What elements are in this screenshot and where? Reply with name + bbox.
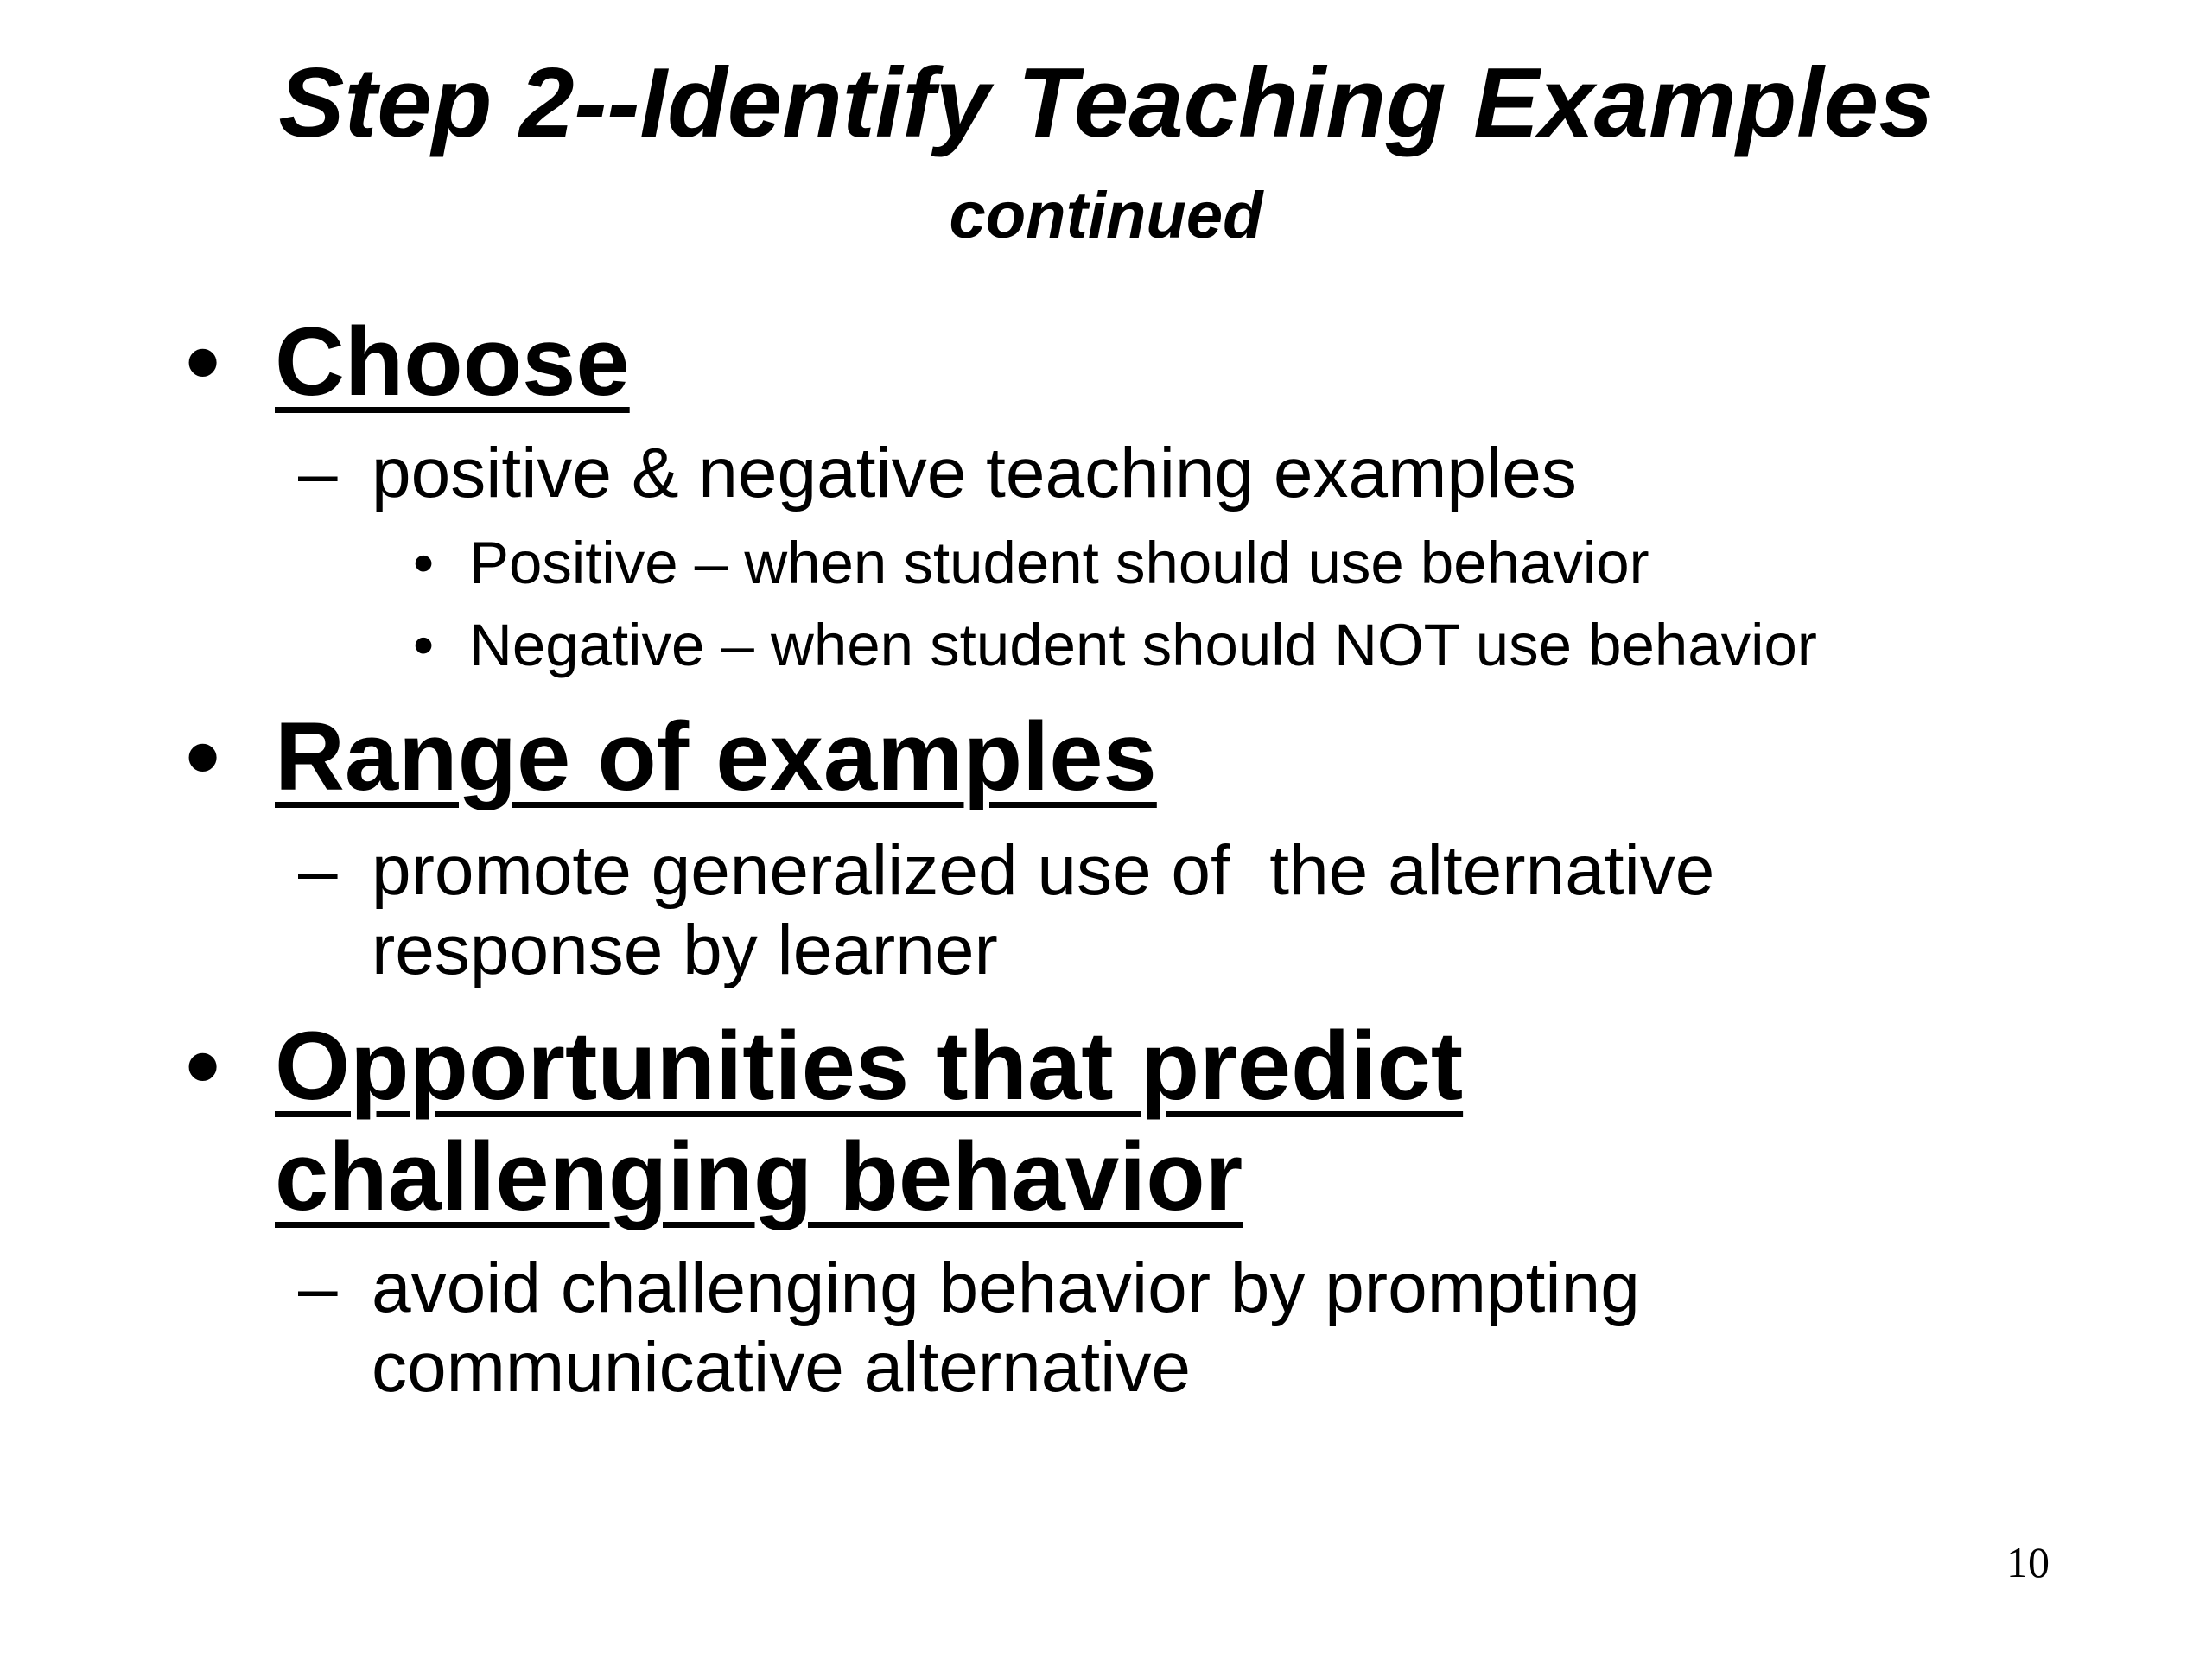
heading-range-of-examples: Range of examples — [275, 702, 1157, 810]
bullet-icon: • — [186, 702, 220, 810]
bullet-icon: • — [413, 530, 435, 596]
slide-subtitle: continued — [949, 179, 1263, 252]
bullet-icon: • — [186, 308, 220, 416]
dash-icon: – — [298, 831, 338, 910]
page-number: 10 — [2006, 1538, 2050, 1586]
sub-sub-item-text: Negative – when student should NOT use behavior — [469, 612, 1817, 678]
bullet-icon: • — [186, 1012, 220, 1120]
bullet-icon: • — [413, 612, 435, 678]
sub-item-text: positive & negative teaching examples — [372, 434, 1577, 512]
sub-sub-item-text: Positive – when student should use behavior — [469, 530, 1649, 596]
heading-choose: Choose — [275, 308, 630, 416]
sub-item-text: promote generalized use of the alternative — [372, 831, 1715, 910]
heading-opportunities-line-1: Opportunities that predict — [275, 1012, 1464, 1120]
slide-title: Step 2--Identify Teaching Examples — [278, 48, 1934, 158]
sub-item-text: response by learner — [372, 911, 998, 989]
sub-item-text: avoid challenging behavior by prompting — [372, 1249, 1640, 1327]
dash-icon: – — [298, 1249, 338, 1327]
heading-opportunities-line-2: challenging behavior — [275, 1122, 1243, 1230]
sub-item-text: communicative alternative — [372, 1328, 1191, 1407]
dash-icon: – — [298, 434, 338, 512]
